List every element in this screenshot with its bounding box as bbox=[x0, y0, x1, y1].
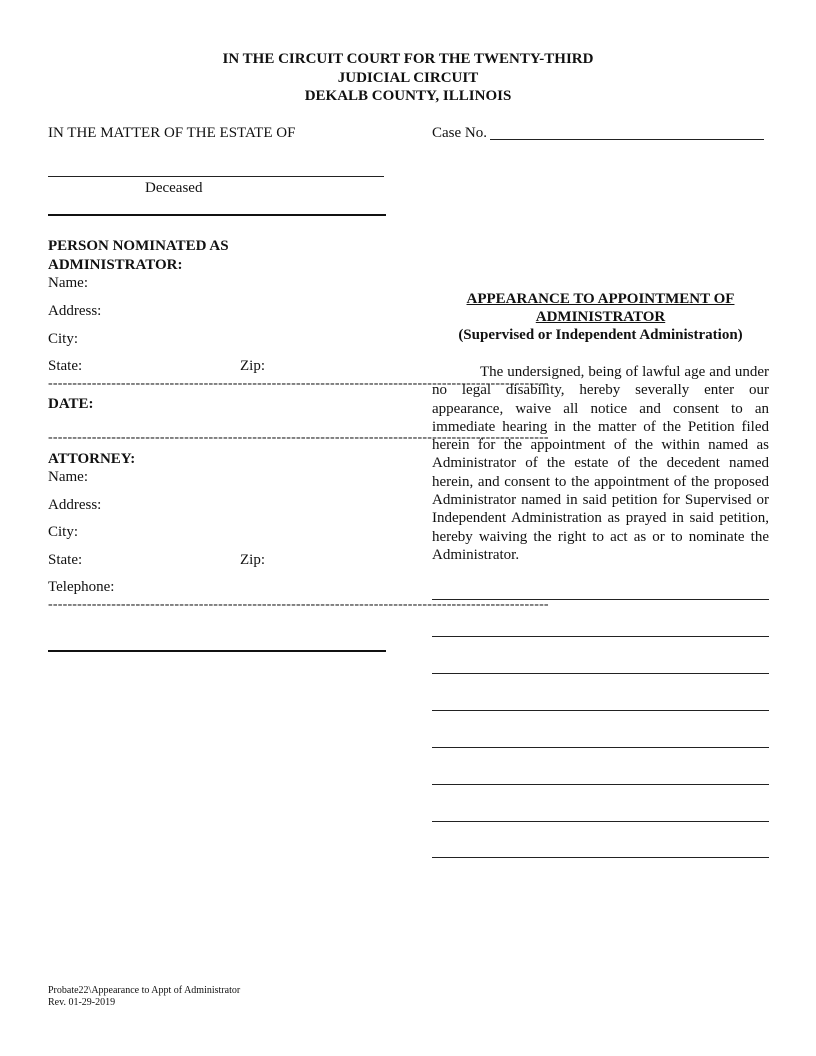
dashed-divider: ------------------------------------------------------------------------------------------------------- bbox=[48, 376, 549, 391]
appearance-title-line-1: APPEARANCE TO APPOINTMENT OF bbox=[466, 291, 735, 307]
deceased-label: Deceased bbox=[145, 180, 203, 196]
nominee-address-label: Address: bbox=[48, 303, 102, 319]
attorney-city-label: City: bbox=[48, 524, 79, 540]
nominee-name-label: Name: bbox=[48, 275, 88, 291]
decedent-name-field[interactable] bbox=[48, 176, 384, 177]
attorney-heading: ATTORNEY: bbox=[48, 451, 136, 467]
court-title-line-1: IN THE CIRCUIT COURT FOR THE TWENTY-THIRD bbox=[222, 51, 594, 67]
dashed-divider: ------------------------------------------------------------------------------------------------------- bbox=[48, 430, 549, 445]
appearance-title-line-2: ADMINISTRATOR bbox=[535, 309, 666, 325]
date-label: DATE: bbox=[48, 396, 94, 412]
signature-line[interactable] bbox=[432, 636, 769, 637]
estate-of-label: IN THE MATTER OF THE ESTATE OF bbox=[48, 125, 296, 141]
dashed-divider: ------------------------------------------------------------------------------------------------------- bbox=[48, 597, 549, 612]
attorney-telephone-label: Telephone: bbox=[48, 579, 115, 595]
nominee-zip-label: Zip: bbox=[240, 358, 265, 374]
signature-line[interactable] bbox=[432, 673, 769, 674]
case-no-field[interactable] bbox=[490, 139, 764, 140]
appearance-subtitle: (Supervised or Independent Administration) bbox=[458, 327, 743, 343]
appearance-body: The undersigned, being of lawful age and under no legal disability, hereby severally enter our appearance, waive all notice and consent to an immediate hearing in the matter of the Petition filed herein for the appointment of the within named as Administrator of the estate of the decedent named herein, and consent to the appointment of the proposed Administrator named in said petition for Supervised or Independent Administration as prayed in said petition, hereby waiving the right to act as or to nominate the Administrator. bbox=[432, 364, 769, 563]
footer-form-id: Probate22\Appearance to Appt of Administrator bbox=[48, 985, 241, 996]
nominee-heading-line-1: PERSON NOMINATED AS bbox=[48, 238, 229, 254]
attorney-divider bbox=[48, 650, 386, 652]
signature-line[interactable] bbox=[432, 747, 769, 748]
nominee-city-label: City: bbox=[48, 331, 79, 347]
nominee-state-label: State: bbox=[48, 358, 83, 374]
nominee-heading-line-2: ADMINISTRATOR: bbox=[48, 257, 183, 273]
attorney-state-label: State: bbox=[48, 552, 83, 568]
signature-line[interactable] bbox=[432, 857, 769, 858]
signature-line[interactable] bbox=[432, 710, 769, 711]
court-title-line-3: DEKALB COUNTY, ILLINOIS bbox=[304, 88, 512, 104]
attorney-name-label: Name: bbox=[48, 469, 88, 485]
attorney-address-label: Address: bbox=[48, 497, 102, 513]
caption-divider bbox=[48, 214, 386, 216]
attorney-zip-label: Zip: bbox=[240, 552, 265, 568]
case-no-label: Case No. bbox=[432, 125, 487, 141]
footer-revision: Rev. 01-29-2019 bbox=[48, 997, 116, 1008]
court-title-line-2: JUDICIAL CIRCUIT bbox=[337, 69, 479, 86]
signature-line[interactable] bbox=[432, 784, 769, 785]
signature-line[interactable] bbox=[432, 821, 769, 822]
signature-line[interactable] bbox=[432, 599, 769, 600]
